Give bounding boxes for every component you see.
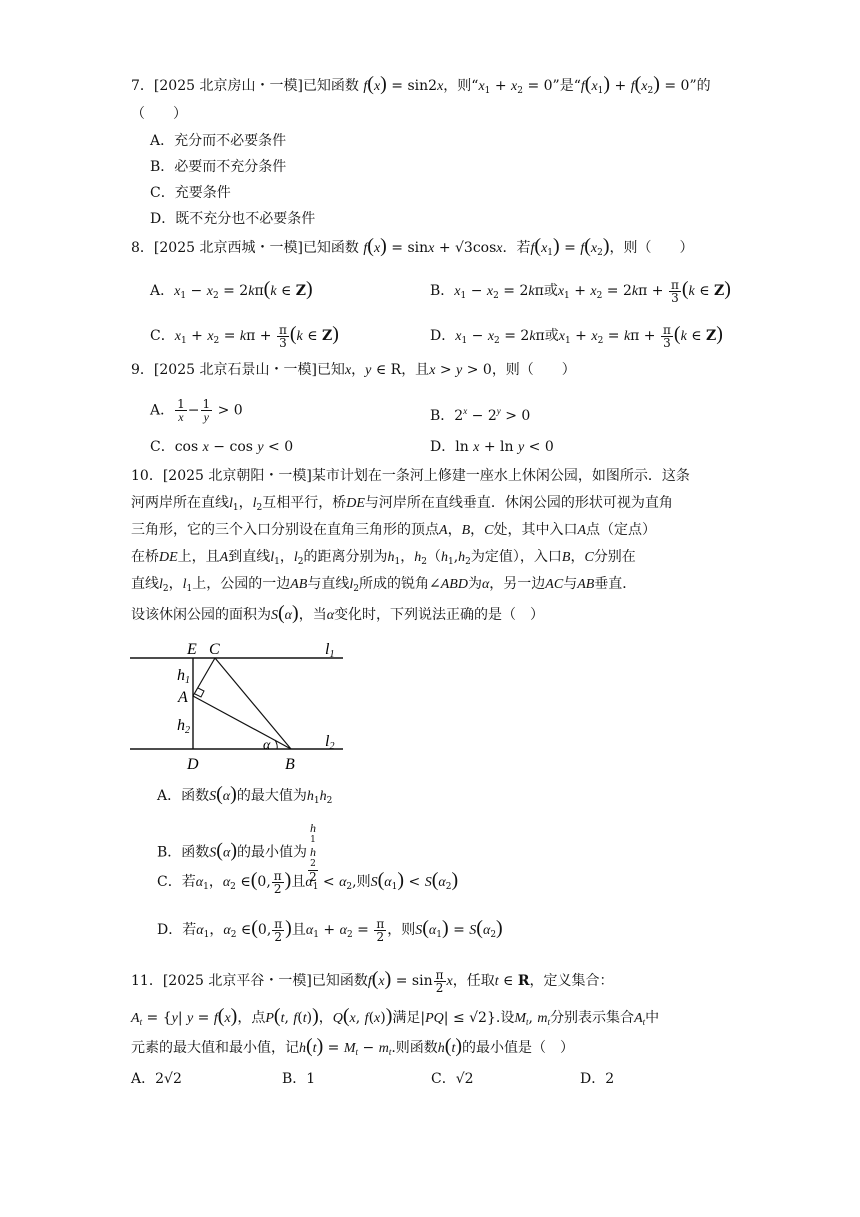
q10-option-a[interactable]: A．函数S(α)的最大值为$h_1h_2$ — [157, 783, 333, 806]
q11-option-b[interactable]: B．1 — [282, 1071, 316, 1087]
label-l1: l1 — [325, 641, 335, 660]
label-h1: h1 — [177, 667, 190, 686]
q10-line-5: 直线$l_2$，$l_1$上，公园的一边AB与直线$l_2$所成的锐角∠ABD为α，另一边AC与AB垂直． — [131, 576, 637, 594]
q9-stem: 9．[2025 北京石景山・一模]已知x，y ∈ R，且x > y > 0，则（ ） — [131, 362, 576, 378]
q8-option-c[interactable]: C．$x_1 + x_2 = k\pi$ + $\frac{\pi}{3}$ (k ∈ Z) — [150, 322, 339, 350]
q9-option-c[interactable]: C．cos x − cos y < 0 — [150, 439, 294, 455]
q8-option-d[interactable]: D．$x_1 - x_2 = 2k\pi$或$x_1 + x_2 = k\pi$ + $\frac{\pi}{3}$ (k ∈ Z) — [430, 322, 723, 350]
label-l2: l2 — [325, 733, 335, 752]
label-e: E — [187, 641, 197, 658]
label-d: D — [187, 756, 199, 773]
q10-line-1: 10．[2025 北京朝阳・一模]某市计划在一条河上修建一座水上休闲公园，如图所示．这条 — [131, 468, 690, 484]
q11-option-a[interactable]: A．2√2 — [131, 1071, 182, 1087]
q10-option-b[interactable]: B．函数S(α)的最小值为 h 1 h 2 2 — [157, 821, 317, 884]
side-ab — [193, 696, 291, 749]
q8-stem: 8．[2025 北京西城・一模]已知函数 f(x) = sinx + √3cosx．若$f(x_1) = f(x_2)$，则（ ） — [131, 235, 694, 258]
q10-option-c[interactable]: C．若$\alpha_1$，$\alpha_2$ ∈(0, $\frac{\pi}{2}$ )且$\alpha_1 < \alpha_2$,则$S(\alpha_1) < S(\alpha_2)$ — [157, 868, 459, 896]
q11-stem: 11．[2025 北京平谷・一模]已知函数f(x) = sin $\frac{\pi}{2}$ x，任取t ∈ R，定义集合： — [131, 967, 614, 995]
q9-option-d[interactable]: D．ln x + ln y < 0 — [430, 439, 554, 455]
q10-line-4: 在桥DE上，且A到直线$l_1$，$l_2$的距离分别为$h_1$，$h_2(h_1,h_2$为定值），入口B，C分别在 — [131, 549, 636, 567]
q9-option-b[interactable]: B．$2^x - 2^y > 0$ — [430, 406, 531, 424]
q10-option-d[interactable]: D．若$\alpha_1$，$\alpha_2$ ∈(0, $\frac{\pi}{2}$ )且$\alpha_1 + \alpha_2$ = $\frac{\pi}{2}$ ，则$S(\alpha_1) = S(\alpha_2)$ — [157, 916, 503, 944]
q8-option-a[interactable]: A．$x_1 - x_2 = 2k\pi(k$ ∈ Z) — [150, 278, 313, 301]
label-c: C — [209, 641, 220, 658]
q7-stem: 7．[2025 北京房山・一模]已知函数 f(x) = sin2x，则“$x_1 + x_2 = 0$”是“$f(x_1) + f(x_2) = 0$”的 — [131, 73, 711, 96]
q11-line-3: 元素的最大值和最小值，记$h(t) = M_t - m_t$.则函数h(t)的最小值是（ ） — [131, 1035, 575, 1057]
side-ac — [193, 658, 215, 696]
q10-line-6: 设该休闲公园的面积为S(α)，当α变化时，下列说法正确的是（ ） — [131, 602, 545, 624]
q11-option-c[interactable]: C．√2 — [431, 1071, 474, 1087]
q11-option-d[interactable]: D．2 — [580, 1071, 615, 1087]
q8-option-b[interactable]: B．$x_1 - x_2 = 2k\pi$或$x_1 + x_2 = 2k\pi$ + $\frac{\pi}{3}$ (k ∈ Z) — [430, 277, 731, 305]
q7-option-b[interactable]: B．必要而不充分条件 — [150, 159, 287, 175]
q7-option-d[interactable]: D．既不充分也不必要条件 — [150, 211, 316, 227]
q11-line-2: $A_t = \{y|$ y = f(x)，点P(t, f(t))，Q(x, f(x))满足|PQ| ≤ √2}.设$M_t$, $m_t$分别表示集合$A_t$中 — [131, 1005, 660, 1027]
q10-line-2: 河两岸所在直线$l_1$，$l_2$互相平行，桥DE与河岸所在直线垂直．休闲公园的形状可视为直角 — [131, 495, 673, 513]
q7-paren: （ ） — [131, 106, 187, 122]
label-b: B — [285, 756, 295, 773]
side-cb — [215, 658, 291, 749]
label-alpha: α — [263, 738, 271, 753]
label-a: A — [178, 689, 188, 706]
q7-option-a[interactable]: A．充分而不必要条件 — [150, 133, 287, 149]
q10-line-3: 三角形，它的三个入口分别设在直角三角形的顶点A，B，C处，其中入口A点（定点） — [131, 522, 657, 538]
q9-option-a[interactable]: A． $\frac{1}{x}$ − $\frac{1}{y}$ > 0 — [150, 397, 243, 424]
label-h2: h2 — [177, 717, 190, 736]
q10-river-park-figure — [125, 636, 355, 776]
q7-option-c[interactable]: C．充要条件 — [150, 185, 231, 201]
